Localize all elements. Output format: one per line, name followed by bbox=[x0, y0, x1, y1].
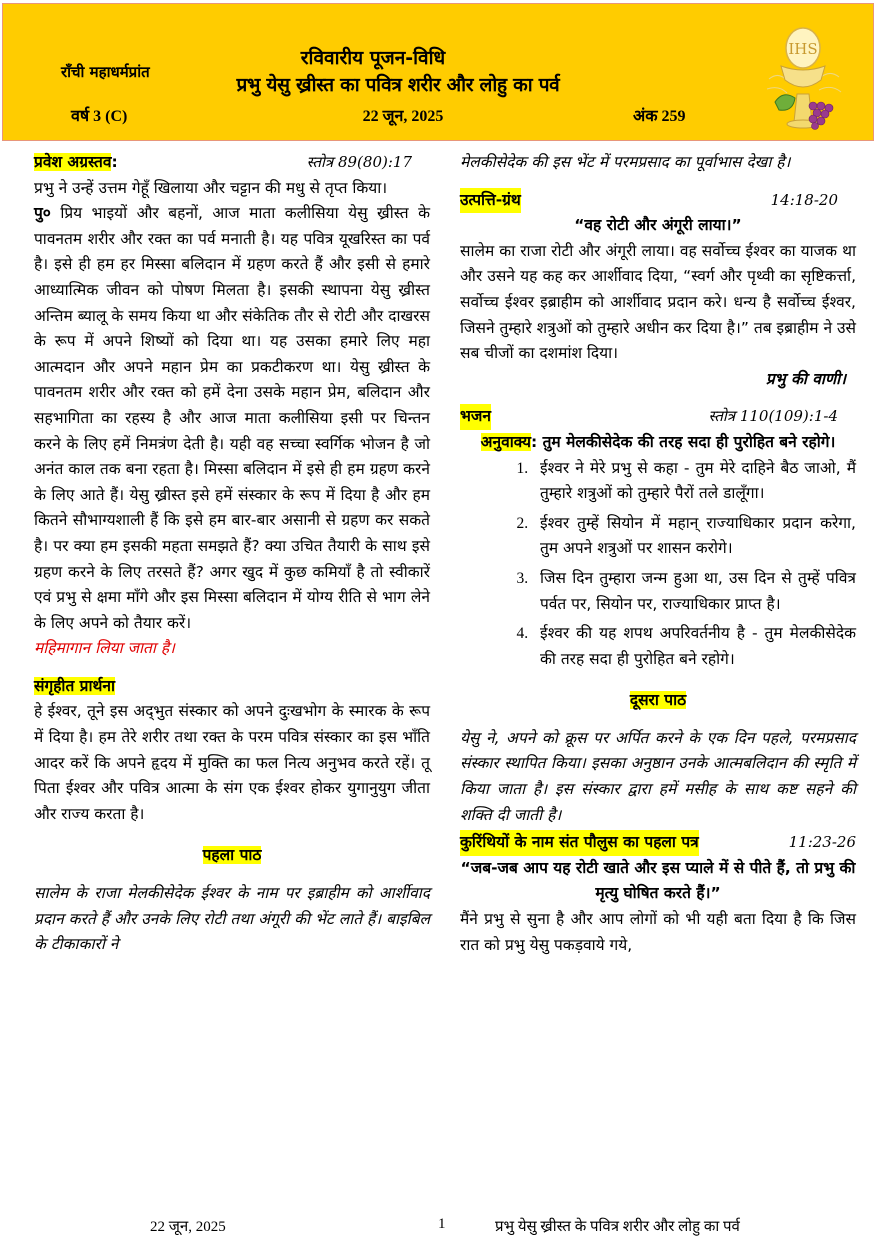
liturgical-year: वर्ष 3 (C) bbox=[71, 108, 128, 125]
left-column bbox=[34, 150, 430, 958]
response-label: अनुवाक्य bbox=[480, 432, 531, 451]
response-text: : तुम मेलकीसेदेक की तरह सदा ही पुरोहित बने रहोगे। bbox=[531, 432, 836, 451]
bulletin-title: रविवारीय पूजन-विधि bbox=[300, 47, 446, 69]
psalm-label: भजन bbox=[460, 404, 491, 430]
genesis-heading bbox=[460, 188, 856, 214]
heading-colon: : bbox=[111, 153, 118, 171]
page-number: 1 bbox=[438, 1216, 446, 1232]
entrance-antiphon-text: प्रभु ने उन्हें उत्तम गेहूँ खिलाया और चट्टान की मधु से तृप्त किया। bbox=[34, 178, 388, 197]
first-reading-heading: पहला पाठ bbox=[202, 846, 262, 865]
gloria-rubric: महिमागान लिया जाता है। bbox=[34, 639, 175, 658]
reading-book: कुरिंथियों के नाम संत पौलुस का पहला पत्र bbox=[460, 830, 699, 856]
scripture-reference: स्तोत्र 89(80):17 bbox=[306, 153, 412, 171]
diocese-name: राँची महाधर्मप्रांत bbox=[61, 63, 150, 81]
psalm-verse: 2. ईश्वर तुम्हें सियोन में महान्‌ राज्याधिकार प्रदान करेगा, तुम अपने शत्रुओं पर शासन करोगे। bbox=[532, 511, 856, 562]
priest-label: पु० bbox=[34, 204, 51, 223]
genesis-text: सालेम का राजा रोटी और अंगूरी लाया। वह सर्वोच्च ईश्वर का याजक था और उसने यह कह कर आर्शीवाद दिया, “स्वर्ग और पृथ्वी का सृष्टिकर्त्ता, सर्वोच्च ईश्वर इब्राहीम को आर्शीवाद प्रदान करे। धन्य है सर्वोच्च ईश्वर, जिसने तुम्हारे शत्रुओं को तुम्हारे अधीन कर दिया है।” तब इब्राहीम ने उसे सब चीजों का दशमांश दिया। bbox=[460, 241, 856, 363]
word-of-the-lord: प्रभु की वाणी। bbox=[765, 369, 846, 388]
footer-title: प्रभु येसु ख्रीस्त के पवित्र शरीर और लोहु का पर्व bbox=[495, 1219, 740, 1235]
collect-heading: संगृहीत प्रार्थना bbox=[34, 676, 116, 695]
section-heading: प्रवेश अग्रस्तव bbox=[34, 153, 112, 171]
psalm-response bbox=[460, 430, 856, 456]
psalm-heading bbox=[460, 404, 856, 430]
psalm-verse: 3. जिस दिन तुम्हारा जन्म हुआ था, उस दिन से तुम्हें पवित्र पर्वत पर, सियोन पर, राज्याधिकार प्राप्त है। bbox=[532, 566, 856, 617]
scripture-reference: 11:23-26 bbox=[788, 833, 856, 852]
chalice-host-icon bbox=[757, 24, 849, 134]
footer-date: 22 जून, 2025 bbox=[150, 1219, 226, 1235]
entrance-antiphon-heading bbox=[34, 150, 430, 176]
first-reading-intro-continued: मेलकीसेदेक की इस भेंट में परमप्रसाद का पूर्वाभास देखा है। bbox=[460, 153, 791, 171]
reading-title: “जब-जब आप यह रोटी खाते और इस प्याले में से पीते हैं, तो प्रभु की मृत्यु घोषित करते हैं।” bbox=[460, 858, 856, 903]
corinthians-text: मैंने प्रभु से सुना है और आप लोगों को भी यही बता दिया है कि जिस रात को प्रभु येसु पकड़वाये गये, bbox=[460, 910, 856, 954]
introduction-text: प्रिय भाइयों और बहनों, आज माता कलीसिया येसु ख्रीस्त के पावनतम शरीर और रक्त का पर्व मनाती है। यह पवित्र यूखरिस्त का पर्व है। इसे ही हम हर मिस्सा बलिदान में ग्रहण करते हैं और इसी से हमारे आध्यात्मिक जीवन को पोषण मिलता है। इसकी स्थापना येसु ख्रीस्त अन्तिम ब्यालू के समय किया था और संकेतिक तौर से रोटी और दाखरस के रूप में अपने शिष्यों को दिया था। यह उसका हमारे लिए महा आत्मदान और अपने महान प्रेम का प्रकटीकरण था। येसु ख्रीस्त के पावनतम शरीर और रक्त को हमें देना उसके महान प्रेम, बलिदान और सहभागिता का रहस्य है और आज माता कलीसिया इसी पर चिन्तन करने के लिए हमें निमत्रंण देती है। यही वह सच्चा स्वर्गिक भोजन है जो अनंत काल तक बना रहता है। मिस्सा बलिदान में इसे ही हम ग्रहण करने के लिए आते हैं। येसु ख्रीस्त इसे हमें संस्कार के रूप में दिया है और हम कितने सौभाग्यशाली हैं कि इसे हम बार-बार असानी से ग्रहण कर सकते है। पर क्या हम इसकी महता समझते हैं? क्या उचित तैयारी के साथ इसे ग्रहण करने के लिए तरसते हैं? अगर खुद में कुछ कमियाँ है तो स्वीकारें एवं प्रभु से क्षमा माँगे और इस मिस्सा बलिदान में योग्य रीति से भाग लेने के लिए अपने को तैयार करें। bbox=[34, 204, 430, 632]
issue-number: अंक 259 bbox=[633, 108, 686, 125]
psalm-verse: 4. ईश्वर की यह शपथ अपरिवर्तनीय है - तुम मेलकीसेदेक की तरह सदा ही पुरोहित बने रहोगे। bbox=[532, 621, 856, 672]
feast-title: प्रभु येसु ख्रीस्त का पवित्र शरीर और लोहु का पर्व bbox=[236, 74, 560, 96]
scripture-reference: स्तोत्र 110(109):1-4 bbox=[708, 407, 838, 426]
second-reading-intro: येसु ने, अपने को क्रूस पर अर्पित करने के एक दिन पहले, परमप्रसाद संस्कार स्थापित किया। इसका अनुष्ठान उनके आत्मबलिदान की स्मृति में किया जाता है। इस संस्कार द्वारा हमें मसीह के साथ कष्ट सहने की शक्ति दी जाती है। bbox=[460, 728, 856, 824]
psalm-verses bbox=[460, 456, 856, 673]
first-reading-intro: सालेम के राजा मेलकीसेदेक ईश्वर के नाम पर इब्राहीम को आर्शीवाद प्रदान करते हैं और उनके लिए रोटी तथा अंगूरी की भेंट लाते हैं। बाइबिल के टीकाकारों ने bbox=[34, 884, 430, 954]
ihs-text: IHS bbox=[788, 40, 818, 58]
introduction-paragraph bbox=[34, 201, 430, 636]
reading-title: “वह रोटी और अंगूरी लाया।” bbox=[574, 216, 742, 235]
psalm-verse: 1. ईश्वर ने मेरे प्रभु से कहा - तुम मेरे दाहिने बैठ जाओ, मैं तुम्हारे शत्रुओं को तुम्हारे पैरों तले डालूँगा। bbox=[532, 456, 856, 507]
scripture-reference: 14:18-20 bbox=[770, 190, 838, 209]
right-column bbox=[460, 150, 856, 958]
bulletin-header bbox=[2, 3, 874, 141]
reading-book: उत्पत्ति-ग्रंथ bbox=[460, 188, 521, 214]
collect-text: हे ईश्वर, तूने इस अद्‌भुत संस्कार को अपने दुःखभोग के स्मारक के रूप में दिया है। हम तेरे शरीर तथा रक्त के परम पवित्र संस्कार का इस भाँति आदर करें कि अपने हृदय में मुक्ति का फल नित्य अनुभव करते रहें। तू पिता ईश्वर और पवित्र आत्मा के संग एक ईश्वर होकर युगानुयुग जीता और राज्य करता है। bbox=[34, 702, 430, 823]
corinthians-heading bbox=[460, 830, 856, 856]
header-date: 22 जून, 2025 bbox=[362, 108, 444, 125]
second-reading-heading: दूसरा पाठ bbox=[629, 691, 687, 710]
